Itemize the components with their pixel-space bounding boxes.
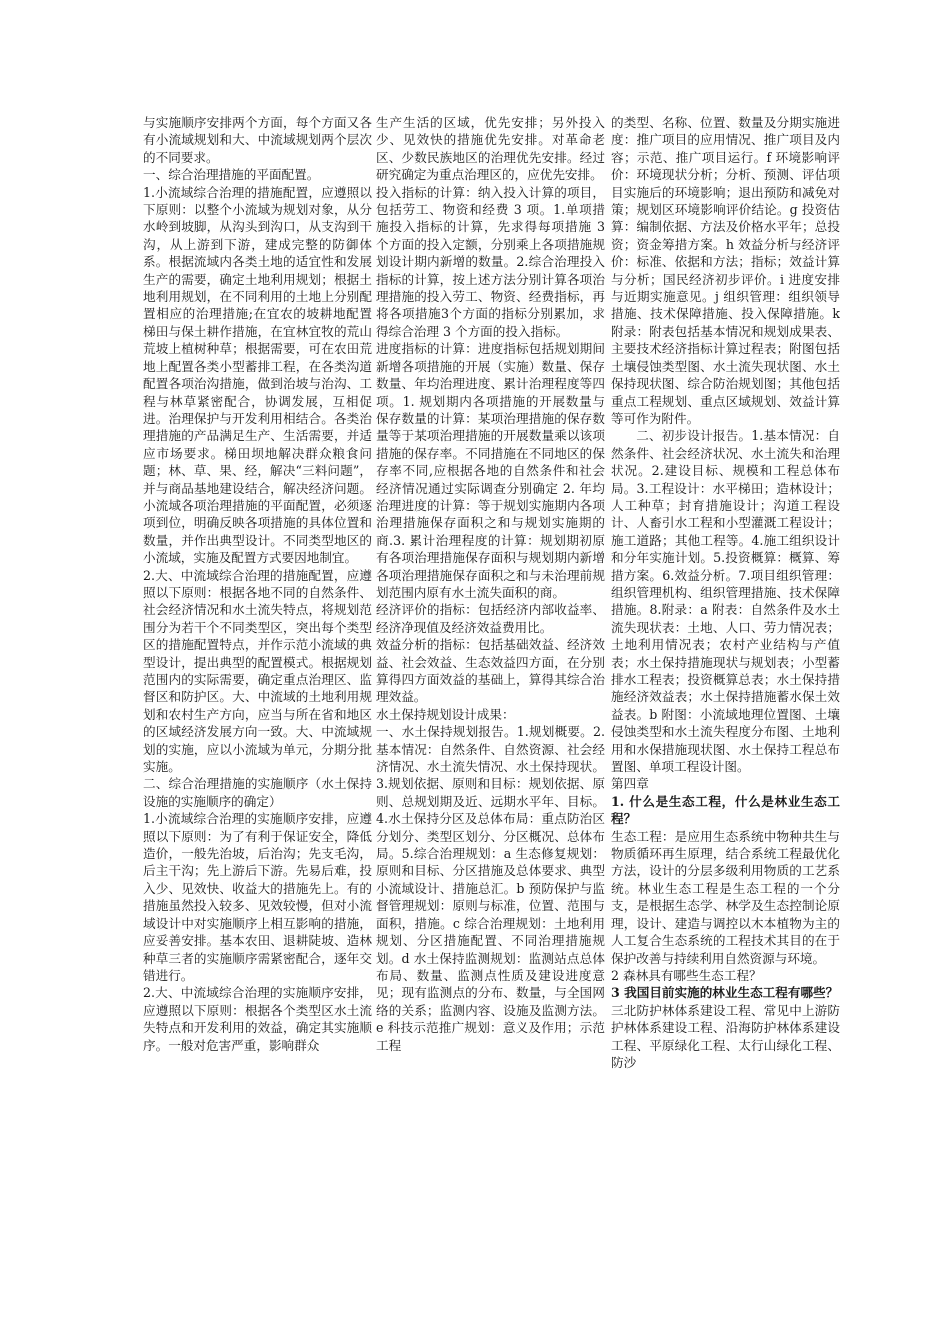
paragraph: 经济评价的指标：包括经济内部收益率、经济净现值及经济效益费用比。 (376, 602, 605, 635)
section-heading: 一、综合治理措施的平面配置。 (143, 167, 320, 183)
text-column-middle (376, 114, 605, 1254)
paragraph: 效益分析的指标：包括基础效益、经济效益、社会效益、生态效益四方面，在分别算得四方面效益的基础上，算得其综合治理效益。 (376, 637, 605, 705)
paragraph: 进度指标的计算：进度指标包括规划期间新增各项措施的开展（实施）数量、保存数量、年均治理进度、累计治理程度等四项。1. 规划期内各项措施的开展数量与保存数量的计算：某项治理措施的保存数量等于某项治理措施的开展数量乘以该项措施的保存率。不同措施在不同地区的保存率不同,应根据各地的自然条件和社会经济情况通过实际调查分别确定 2. 年均治理进度的计算：等于规划实施期内各项治理措施保存面积之和与规划实施期的商.3. 累计治理程度的计算：规划期初原有各项治理措施保存面积与规划期内新增各项治理措施保存面积之和与未治理前规划范围内原有水土流失面积的商。 (376, 341, 605, 600)
paragraph: 2.大、中流域综合治理的措施配置，应遵照以下原则：根据各地不同的自然条件、社会经济情况和水土流失特点，将规划范围分为若干个不同类型区，突出每个类型区的措施配置特点，并作示范小流域的典型设计，提出典型的配置模式。根据规划范围内的实际需要，确定重点治理区、监督区和防护区。大、中流域的土地利用规划和农村生产方向，应当与所在省和地区的区域经济发展方向一致。大、中流域规划的实施，应以小流域为单元，分期分批实施。 (143, 567, 372, 775)
paragraph: 1.小流域综合治理的实施顺序安排，应遵照以下原则：为了有利于保证安全，降低造价，一般先治坡，后治沟；先支毛沟，后主干沟；先上游后下游。先易后难，投入少、见效快、收益大的措施先上。有的措施虽然投入较多、见效较慢，但对小流域设计中对实施顺序上相互影响的措施，应妥善安排。基本农田、退耕陡坡、造林种草三者的实施顺序需紧密配合，逐年交错进行。 (143, 811, 372, 983)
section-heading: 水土保持规划设计成果： (376, 706, 515, 722)
paragraph: 二、初步设计报告。1.基本情况：自然条件、社会经济状况、水土流失和治理状况。2.建设目标、规模和工程总体布局。3.工程设计：水平梯田；造林设计；人工种草；封育措施设计；沟道工程设计、人畜引水工程和小型灌溉工程设计；施工道路；其他工程等。4.施工组织设计和分年实施计划。5.投资概算：概算、筹措方案。6.效益分析。7.项目组织管理：组织管理机构、组织管理措施、技术保障措施。8.附录：a 附表：自然条件及水土流失现状表：土地、人口、劳力情况表；土地利用情况表；农村产业结构与产值表；水土保持措施现状与规划表；小型蓄排水工程表；投资概算总表；水土保持措施经济效益表；水土保持措施蓄水保土效益表。b 附图：小流域地理位置图、土壤侵蚀类型和水土流失程度分布图、土地利用和水保措施现状图、水土保持工程总布置图、单项工程设计图。 (611, 428, 840, 775)
paragraph: 投入指标的计算：纳入投入计算的项目，包括劳工、物资和经费 3 项。1.单项措施投入指标的计算，先求得每项措施 3 个方面的投入定额，分别乘上各项措施规划设计期内新增的数量。2.综合治理投入指标的计算，按上述方法分别计算各项治理措施的投入劳工、物资、经费指标，再将各项措施3个方面的指标分别累加，求得综合治理 3 个方面的投入指标。 (376, 184, 605, 339)
paragraph: 2.大、中流域综合治理的实施顺序安排，应遵照以下原则：根据各个类型区水土流失特点和开发利用的效益，确定其实施顺序。一般对危害严重，影响群众 (143, 985, 372, 1053)
section-heading: 二、综合治理措施的实施顺序（水土保持设施的实施顺序的确定） (143, 776, 372, 809)
paragraph: 与实施顺序安排两个方面，每个方面又各有小流域规划和大、中流域规划两个层次的不同要求。 (143, 115, 372, 165)
paragraph: 一、水土保持规划报告。1.规划概要。2.基本情况：自然条件、自然资源、社会经济情况、水土流失情况、水土保持现状。3.规划依据、原则和目标：规划依据、原则、总规划期及近、远期水平年、目标。4.水土保持分区及总体布局：重点防治区分划分、类型区划分、分区概况、总体布局。5.综合治理规划：a 生态修复规划：原则和目标、分区措施及总体要求、典型小流域设计、措施总汇。b 预防保护与监督管理规划：原则与标准，位置、范围与面积，措施。c 综合治理规划：土地利用规划、分区措施配置、不同治理措施规划。d 水土保持监测规划：监测站点总体布局、数量、监测点性质及建设进度意见；现有监测点的分布、数量，与全国网络的关系；监测内容、设施及监测方法。e 科技示范推广规划：意义及作用；示范工程 (376, 724, 605, 1053)
question: 3 我国目前实施的林业生态工程有哪些？ (611, 985, 839, 1001)
paragraph: 的类型、名称、位置、数量及分期实施进度：推广项目的应用情况、推广项目及内容；示范、推广项目运行。f 环境影响评价：环境现状分析；分析、预测、评估项目实施后的环境影响；退出预防和减免对策；规划区环境影响评价结论。g 投资估算：编制依据、方法及价格水平年；总投资；资金筹措方案。h 效益分析与经济评价：标准、依据和方法；指标；效益计算与分析；国民经济初步评价。i 进度安排与近期实施意见。j 组织管理：组织领导措施、技术保障措施、投入保障措施。k 附录：附表包括基本情况和规划成果表、主要技术经济指标计算过程表；附图包括土壤侵蚀类型图、水土流失现状图、水土保持现状图、综合防治规划图；其他包括重点工程规划、重点区域规划、效益计算等可作为附件。 (611, 115, 840, 426)
paragraph: 1.小流域综合治理的措施配置，应遵照以下原则：以整个小流域为规划对象，从分水岭到坡脚，从沟头到沟口，从支沟到干沟，从上游到下游，建成完整的防御体系。根据流域内各类土地的适宜性和发展生产的需要，确定土地利用规划；根据土地利用规划，在不同利用的土地上分别配置相应的治理措施;在宜农的坡耕地配置梯田与保土耕作措施，在宜林宜牧的荒山荒坡上植树种草；根据需要，可在农田荒地上配置各类小型蓄排工程，在各类沟道配置各项治沟措施，做到治坡与治沟、工程与林草紧密配合，协调发展，互相促进。治理保护与开发利用相结合。各类治理措施的产品满足生产、生活需要，并适应市场要求。梯田坝地解决群众粮食问题；林、草、果、经，解决“三料问题”，并与商品基地建设结合，解决经济问题。小流域各项治理措施的平面配置，必须逐项到位，明确反映各项措施的具体位置和数量，并作出典型设计。不同类型地区的小流域，实施及配置方式要因地制宜。 (143, 184, 372, 566)
text-column-right (611, 114, 840, 1254)
question: 2 森林具有哪些生态工程？ (611, 967, 762, 983)
answer-paragraph: 生态工程：是应用生态系统中物种共生与物质循环再生原理，结合系统工程最优化方法，设计的分层多级利用物质的工艺系统。林业生态工程是生态工程的一个分支，是根据生态学、林学及生态控制论原理，设计、建造与调控以木本植物为主的人工复合生态系统的工程技术其目的在于保护改善与持续利用自然资源与环境。 (611, 828, 840, 966)
text-column-left (143, 114, 372, 1254)
paragraph: 生产生活的区域，优先安排；另外投入少、见效快的措施优先安排。对革命老区、少数民族地区的治理优先安排。经过研究确定为重点治理区的，应优先安排。 (376, 115, 605, 183)
answer-paragraph: 三北防护林体系建设工程、常见中上游防护林体系建设工程、沿海防护林体系建设工程、平原绿化工程、太行山绿化工程、防沙 (611, 1002, 840, 1070)
chapter-heading: 第四章 (611, 776, 649, 792)
question: 1. 什么是生态工程，什么是林业生态工程？ (611, 793, 840, 827)
